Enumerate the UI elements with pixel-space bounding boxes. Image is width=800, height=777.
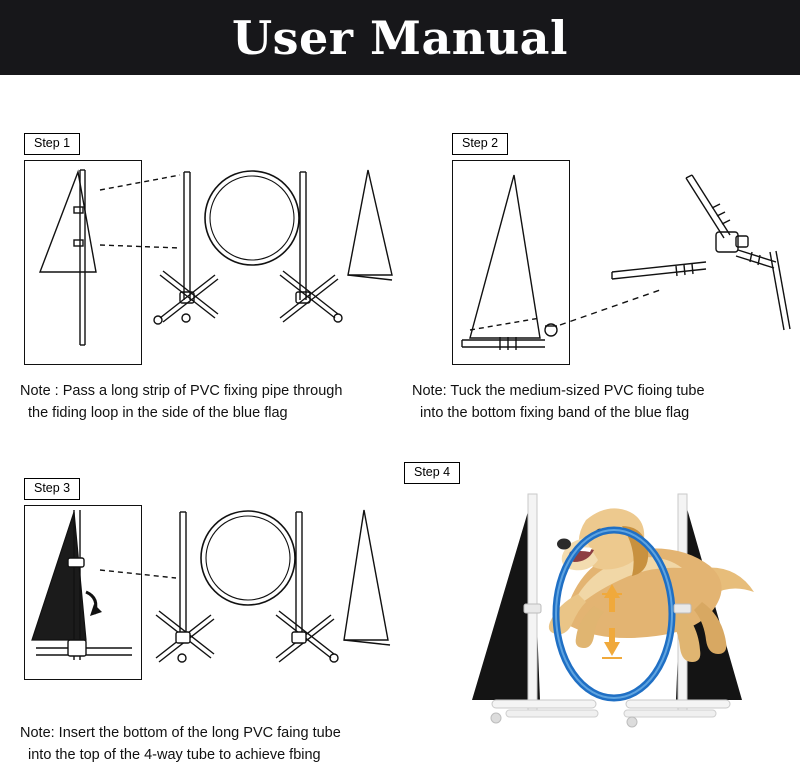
step3-note-line2: into the top of the 4-way tube to achieve fbing [28, 747, 321, 764]
step2-note [412, 380, 792, 425]
step1-note-line2: the fiding loop in the side of the blue flag [28, 405, 288, 422]
step4-product-photo [466, 472, 786, 740]
step4-photo-drawing [466, 472, 786, 740]
step2-note-line1: Note: Tuck the medium-sized PVC fioing tube [412, 383, 705, 399]
page-title: User Manual [232, 10, 568, 65]
step2-flag-box [452, 160, 570, 365]
step3-flag-box [24, 505, 142, 680]
step-label-3: Step 3 [24, 478, 80, 500]
step3-note [20, 722, 420, 767]
step-label-4: Step 4 [404, 462, 460, 484]
step-label-2: Step 2 [452, 133, 508, 155]
step-label-1: Step 1 [24, 133, 80, 155]
step1-flag-box [24, 160, 142, 365]
step3-note-line1: Note: Insert the bottom of the long PVC faing tube [20, 725, 341, 741]
step1-note [20, 380, 410, 425]
step1-note-line1: Note : Pass a long strip of PVC fixing pipe through [20, 383, 343, 399]
page-header [0, 0, 800, 75]
step2-note-line2: into the bottom fixing band of the blue flag [420, 405, 690, 422]
